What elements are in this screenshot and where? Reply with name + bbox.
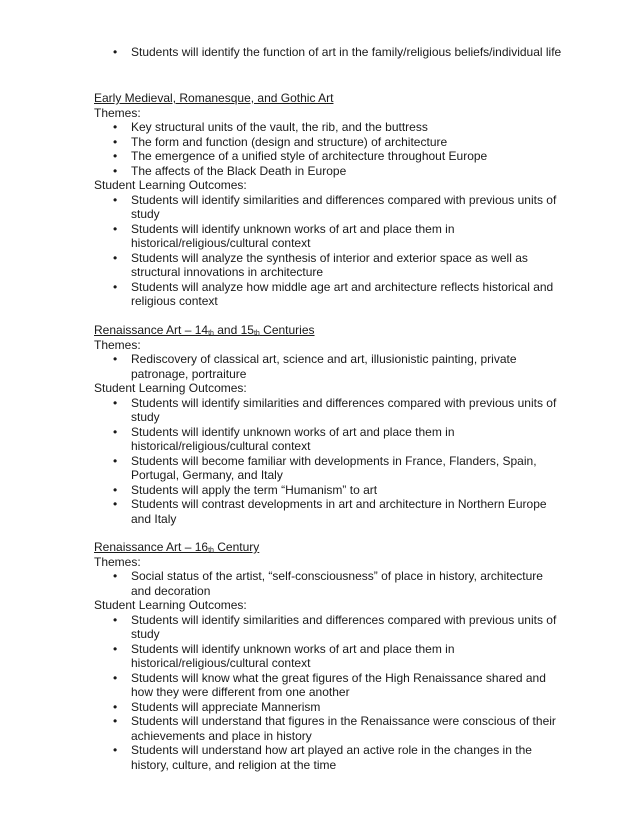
list-item: • Students will appreciate Mannerism <box>113 699 321 714</box>
list-item: • Students will understand that figures in the Renaissance were conscious of their achievements and place in history <box>113 714 556 743</box>
bullet-icon: • <box>113 163 118 178</box>
bullet-icon: • <box>113 45 118 59</box>
list-item: • Students will become familiar with developments in France, Flanders, Spain, Portugal, Germany, and Italy <box>113 453 537 482</box>
top-outcome-list <box>94 45 564 60</box>
list-item: • The emergence of a unified style of architecture throughout Europe <box>113 149 488 163</box>
bullet-icon: • <box>113 352 118 366</box>
themes-list <box>94 352 564 381</box>
list-item: • Students will understand how art played an active role in the changes in the history, culture, and religion at the time <box>113 743 532 772</box>
bullet-icon: • <box>113 424 118 439</box>
list-item: • Students will identify unknown works of art and place them in historical/religious/cultural context <box>113 221 455 250</box>
themes-label: Themes: <box>94 337 141 352</box>
bullet-icon: • <box>113 395 118 410</box>
themes-label: Themes: <box>94 554 141 569</box>
list-item: • Students will identify similarities and differences compared with previous units of study <box>113 395 557 424</box>
list-item: • The form and function (design and structure) of architecture <box>113 134 448 149</box>
outcomes-label: Student Learning Outcomes: <box>94 178 247 192</box>
section-heading: Renaissance Art – $16_{th}$ Century <box>94 540 260 554</box>
outcomes-label: Student Learning Outcomes: <box>94 598 247 612</box>
list-item: • Students will analyze how middle age art and architecture reflects historical and religious context <box>113 279 554 308</box>
section-renaissance-14-15 <box>94 323 564 526</box>
bullet-icon: • <box>113 250 118 265</box>
bullet-icon: • <box>113 279 118 294</box>
list-item: • Students will contrast developments in art and architecture in Northern Europe and Italy <box>113 497 547 526</box>
section-heading: Renaissance Art – $14_{th}$ and $15_{th}$ Centuries <box>94 323 315 337</box>
bullet-icon: • <box>113 453 118 468</box>
themes-label: Themes: <box>94 105 141 120</box>
outcomes-list <box>94 193 564 309</box>
bullet-icon: • <box>113 134 118 149</box>
list-item: • Key structural units of the vault, the rib, and the buttress <box>113 120 428 134</box>
section-early-medieval <box>94 91 564 309</box>
list-item: • Rediscovery of classical art, science and art, illusionistic painting, private patronage, portraiture <box>113 352 517 381</box>
list-item: • Students will identify similarities and differences compared with previous units of study <box>113 612 557 641</box>
outcomes-list <box>94 396 564 527</box>
list-item: • Students will identify the function of art in the family/religious beliefs/individual life <box>113 45 562 59</box>
bullet-icon: • <box>113 641 118 656</box>
bullet-icon: • <box>113 497 118 511</box>
bullet-icon: • <box>113 714 118 728</box>
bullet-icon: • <box>113 743 118 757</box>
list-item: • Students will analyze the synthesis of interior and exterior space as well as structural innovations in architecture <box>113 250 528 279</box>
themes-list <box>94 120 564 178</box>
bullet-icon: • <box>113 612 118 627</box>
bullet-icon: • <box>113 699 118 714</box>
list-item: • The affects of the Black Death in Europe <box>113 163 347 178</box>
bullet-icon: • <box>113 670 118 685</box>
list-item: • Students will identify unknown works of art and place them in historical/religious/cultural context <box>113 424 455 453</box>
list-item: • Students will apply the term “Humanism” to art <box>113 482 378 497</box>
bullet-icon: • <box>113 120 118 134</box>
bullet-icon: • <box>113 221 118 236</box>
bullet-icon: • <box>113 149 118 163</box>
list-item: • Students will identify similarities and differences compared with previous units of study <box>113 192 557 221</box>
bullet-icon: • <box>113 192 118 207</box>
list-item: • Students will know what the great figures of the High Renaissance shared and how they were different from one another <box>113 670 546 699</box>
section-heading: Early Medieval, Romanesque, and Gothic Art <box>94 91 334 105</box>
section-renaissance-16 <box>94 540 564 772</box>
bullet-icon: • <box>113 482 118 497</box>
outcomes-list <box>94 613 564 773</box>
list-item: • Social status of the artist, “self-consciousness” of place in history, architecture and decoration <box>113 569 543 598</box>
themes-list <box>94 569 564 598</box>
list-item: • Students will identify unknown works of art and place them in historical/religious/cultural context <box>113 641 455 670</box>
bullet-icon: • <box>113 569 118 583</box>
outcomes-label: Student Learning Outcomes: <box>94 381 247 395</box>
